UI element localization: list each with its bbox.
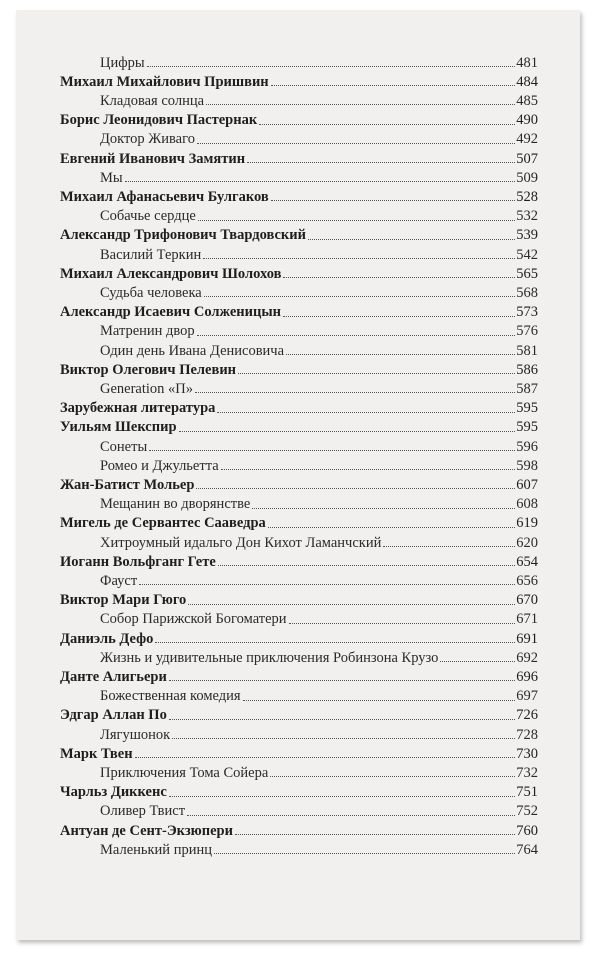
dot-leader (271, 85, 516, 86)
dot-leader (135, 757, 516, 758)
toc-work-entry (100, 453, 580, 473)
page-number: 595 (516, 400, 538, 417)
dot-leader (169, 719, 515, 720)
toc-work-entry (100, 242, 580, 262)
toc-author-entry (60, 396, 580, 416)
dot-leader (286, 354, 515, 355)
toc-work-entry (100, 837, 580, 857)
page-number: 671 (516, 611, 538, 628)
dot-leader (221, 469, 516, 470)
entry-title: Матренин двор (100, 323, 195, 340)
entry-title: Александр Исаевич Солженицын (60, 304, 282, 321)
dot-leader (206, 104, 515, 105)
entry-title: Сонеты (100, 438, 148, 455)
entry-title: Антуан де Сент-Экзюпери (60, 822, 233, 839)
entry-title: Уильям Шекспир (60, 419, 177, 436)
page-number: 764 (516, 841, 538, 858)
toc-author-entry (60, 261, 580, 281)
page-number: 484 (516, 73, 538, 90)
toc-work-entry (100, 434, 580, 454)
page-number: 596 (516, 438, 538, 455)
dot-leader (169, 796, 515, 797)
page-number: 728 (516, 726, 538, 743)
toc-work-entry (100, 204, 580, 224)
page-number: 490 (516, 112, 538, 129)
toc-work-entry (100, 88, 580, 108)
dot-leader (217, 412, 515, 413)
dot-leader (125, 181, 516, 182)
toc-work-entry (100, 568, 580, 588)
page-number: 481 (516, 54, 538, 71)
toc-author-entry (60, 703, 580, 723)
entry-title: Михаил Александрович Шолохов (60, 265, 282, 282)
dot-leader (283, 277, 515, 278)
entry-title: Виктор Мари Гюго (60, 592, 187, 609)
page-number: 539 (516, 227, 538, 244)
entry-title: Лягушонок (100, 726, 171, 743)
dot-leader (139, 584, 515, 585)
entry-title: Виктор Олегович Пелевин (60, 361, 237, 378)
toc-author-entry (60, 588, 580, 608)
toc-author-entry (60, 664, 580, 684)
dot-leader (268, 527, 515, 528)
dot-leader (149, 450, 515, 451)
page-number: 507 (516, 150, 538, 167)
page-number: 732 (516, 764, 538, 781)
page-number: 492 (516, 131, 538, 148)
dot-leader (270, 776, 515, 777)
dot-leader (195, 392, 515, 393)
entry-title: Данте Алигьери (60, 668, 167, 685)
entry-title: Жизнь и удивительные приключения Робинзона Крузо (100, 649, 439, 666)
entry-title: Маленький принц (100, 841, 212, 858)
page-number: 692 (516, 649, 538, 666)
toc-work-entry (100, 376, 580, 396)
dot-leader (247, 162, 515, 163)
page-number: 581 (516, 342, 538, 359)
entry-title: Фауст (100, 572, 138, 589)
page-number: 696 (516, 668, 538, 685)
toc-author-entry (60, 146, 580, 166)
page-number: 542 (516, 246, 538, 263)
entry-title: Кладовая солнца (100, 92, 205, 109)
dot-leader (235, 834, 515, 835)
entry-title: Эдгар Аллан По (60, 707, 167, 724)
toc-author-entry (60, 741, 580, 761)
page-number: 691 (516, 630, 538, 647)
dot-leader (172, 738, 515, 739)
toc-author-entry (60, 415, 580, 435)
dot-leader (289, 623, 516, 624)
toc-work-entry (100, 165, 580, 185)
dot-leader (169, 680, 515, 681)
page-number: 619 (516, 515, 538, 532)
page-number: 528 (516, 188, 538, 205)
dot-leader (259, 124, 515, 125)
page-number: 573 (516, 304, 538, 321)
page-number: 620 (516, 534, 538, 551)
toc-work-entry (100, 684, 580, 704)
toc-author-entry (60, 300, 580, 320)
entry-title: Хитроумный идальго Дон Кихот Ламанчский (100, 534, 382, 551)
entry-title: Приключения Тома Сойера (100, 764, 269, 781)
book-page (16, 10, 580, 940)
toc-work-entry (100, 607, 580, 627)
toc-work-entry (100, 127, 580, 147)
entry-title: Generation «П» (100, 380, 194, 397)
dot-leader (155, 642, 515, 643)
toc-work-entry (100, 760, 580, 780)
toc-work-entry (100, 645, 580, 665)
page-number: 576 (516, 323, 538, 340)
entry-title: Марк Твен (60, 745, 133, 762)
entry-title: Мигель де Сервантес Сааведра (60, 515, 266, 532)
toc-author-entry (60, 511, 580, 531)
entry-title: Мы (100, 169, 123, 186)
entry-title: Александр Трифонович Твардовский (60, 227, 306, 244)
toc-author-entry (60, 108, 580, 128)
dot-leader (204, 296, 516, 297)
entry-title: Жан-Батист Мольер (60, 476, 195, 493)
dot-leader (243, 700, 516, 701)
toc-work-entry (100, 799, 580, 819)
entry-title: Василий Теркин (100, 246, 202, 263)
toc-author-entry (60, 184, 580, 204)
entry-title: Ромео и Джульетта (100, 457, 219, 474)
page-number: 670 (516, 592, 538, 609)
entry-title: Цифры (100, 54, 145, 71)
entry-title: Зарубежная литература (60, 400, 216, 417)
page-number: 752 (516, 803, 538, 820)
page-number: 586 (516, 361, 538, 378)
entry-title: Даниэль Дефо (60, 630, 154, 647)
entry-title: Один день Ивана Денисовича (100, 342, 285, 359)
entry-title: Чарльз Диккенс (60, 784, 167, 801)
dot-leader (187, 815, 515, 816)
page-number: 485 (516, 92, 538, 109)
dot-leader (197, 143, 515, 144)
page-number: 565 (516, 265, 538, 282)
toc-work-entry (100, 722, 580, 742)
page-number: 656 (516, 572, 538, 589)
page-number: 607 (516, 476, 538, 493)
entry-title: Доктор Живаго (100, 131, 195, 148)
dot-leader (271, 200, 515, 201)
entry-title: Божественная комедия (100, 688, 241, 705)
page-number: 697 (516, 688, 538, 705)
page-number: 532 (516, 208, 538, 225)
toc-author-entry (60, 549, 580, 569)
dot-leader (203, 258, 515, 259)
toc-author-entry (60, 818, 580, 838)
dot-leader (440, 661, 515, 662)
page-number: 726 (516, 707, 538, 724)
toc-author-entry (60, 69, 580, 89)
entry-title: Борис Леонидович Пастернак (60, 112, 258, 129)
dot-leader (308, 239, 515, 240)
entry-title: Оливер Твист (100, 803, 186, 820)
page-number: 595 (516, 419, 538, 436)
toc-work-entry (100, 280, 580, 300)
dot-leader (283, 316, 515, 317)
page-number: 751 (516, 784, 538, 801)
toc-work-entry (100, 492, 580, 512)
entry-title: Михаил Афанасьевич Булгаков (60, 188, 269, 205)
entry-title: Михаил Михайлович Пришвин (60, 73, 269, 90)
toc-work-entry (100, 338, 580, 358)
toc-author-entry (60, 780, 580, 800)
dot-leader (252, 508, 515, 509)
dot-leader (383, 546, 515, 547)
entry-title: Евгений Иванович Замятин (60, 150, 246, 167)
page-number: 598 (516, 457, 538, 474)
entry-title: Собачье сердце (100, 208, 196, 225)
dot-leader (238, 373, 515, 374)
entry-title: Иоганн Вольфганг Гете (60, 553, 216, 570)
toc-work-entry (100, 50, 580, 70)
toc-author-entry (60, 357, 580, 377)
entry-title: Судьба человека (100, 284, 202, 301)
toc-work-entry (100, 530, 580, 550)
page-number: 509 (516, 169, 538, 186)
toc-work-entry (100, 319, 580, 339)
page-number: 654 (516, 553, 538, 570)
page-number: 608 (516, 496, 538, 513)
dot-leader (196, 488, 515, 489)
toc-author-entry (60, 472, 580, 492)
page-number: 730 (516, 745, 538, 762)
dot-leader (218, 565, 515, 566)
page-number: 587 (516, 380, 538, 397)
page-number: 760 (516, 822, 538, 839)
toc-author-entry (60, 223, 580, 243)
entry-title: Собор Парижской Богоматери (100, 611, 287, 628)
dot-leader (197, 335, 516, 336)
toc-author-entry (60, 626, 580, 646)
dot-leader (214, 853, 515, 854)
page-number: 568 (516, 284, 538, 301)
dot-leader (179, 431, 516, 432)
dot-leader (147, 66, 516, 67)
dot-leader (198, 220, 515, 221)
dot-leader (188, 604, 515, 605)
entry-title: Мещанин во дворянстве (100, 496, 251, 513)
